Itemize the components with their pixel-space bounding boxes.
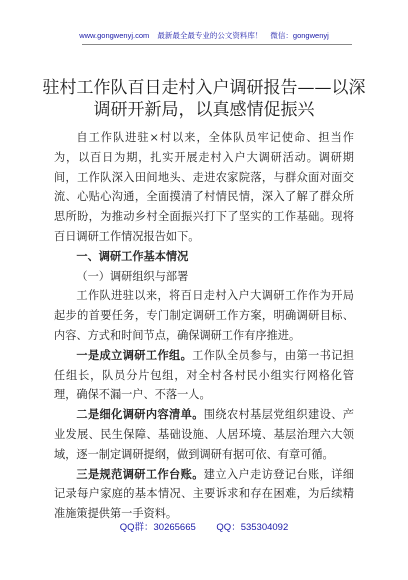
subsection-heading-1: （一）调研组织与部署: [76, 269, 189, 283]
point-1: [54, 346, 354, 405]
point-2-lead: 二是细化调研内容清单。: [76, 407, 204, 422]
section-heading-1: 一、调研工作基本情况: [76, 248, 189, 263]
paragraph-1: 工作队进驻以来，将百日走村入户大调研工作作为开局起步的首要任务，专门制定调研工作方案，明确调研目标、内容、方式和时间节点，确保调研工作有序推进。: [54, 289, 354, 342]
point-1-text: 工作队全员参与，由第一书记担任组长，队员分片包组，对全村各村民小组实行网格化管理，确保不漏一户、不落一人。: [54, 348, 354, 402]
page-header: [0, 30, 408, 41]
point-2-text: 围绕农村基层党组织建设、产业发展、民生保障、基础设施、人居环境、基层治理六大领域，逐一制定调研提纲，做到调研有据可依、有章可循。: [54, 408, 354, 461]
footer-qq: QQ：535304092: [216, 522, 289, 533]
intro-paragraph: 自工作队进驻×村以来，全体队员牢记使命、担当作为，以百日为期，扎实开展走村入户大调研活动。调研期间，工作队深入田间地头、走进农家院落，与群众面对面交流、心贴心沟通，全面摸清了村情民情，深入了解了群众所思所盼，为推动乡村全面振兴打下了坚实的工作基础。现将百日调研工作情况报告如下。: [54, 131, 354, 243]
document-body: [54, 128, 354, 524]
header-slogan: 最新最全最专业的公文资料库！: [157, 31, 263, 40]
page-footer: [0, 519, 408, 533]
point-1-lead: 一是成立调研工作组。: [76, 347, 193, 362]
point-3: [54, 465, 354, 524]
header-site-link[interactable]: www.gongwenyj.com: [79, 31, 150, 40]
point-3-lead: 三是规范调研工作台账。: [76, 466, 204, 481]
header-wechat: 微信：gongwenyj: [270, 31, 329, 40]
point-3-text: 建立入户走访登记台账，详细记录每户家庭的基本情况、主要诉求和存在困难，为后续精准施策提供第一手资料。: [54, 467, 354, 521]
point-2: [54, 405, 354, 464]
document-title: 驻村工作队百日走村入户调研报告——以深调研开新局，以真感情促振兴: [42, 78, 366, 120]
header-divider: [82, 44, 352, 45]
footer-qq-group: QQ群：30265665: [119, 522, 196, 533]
